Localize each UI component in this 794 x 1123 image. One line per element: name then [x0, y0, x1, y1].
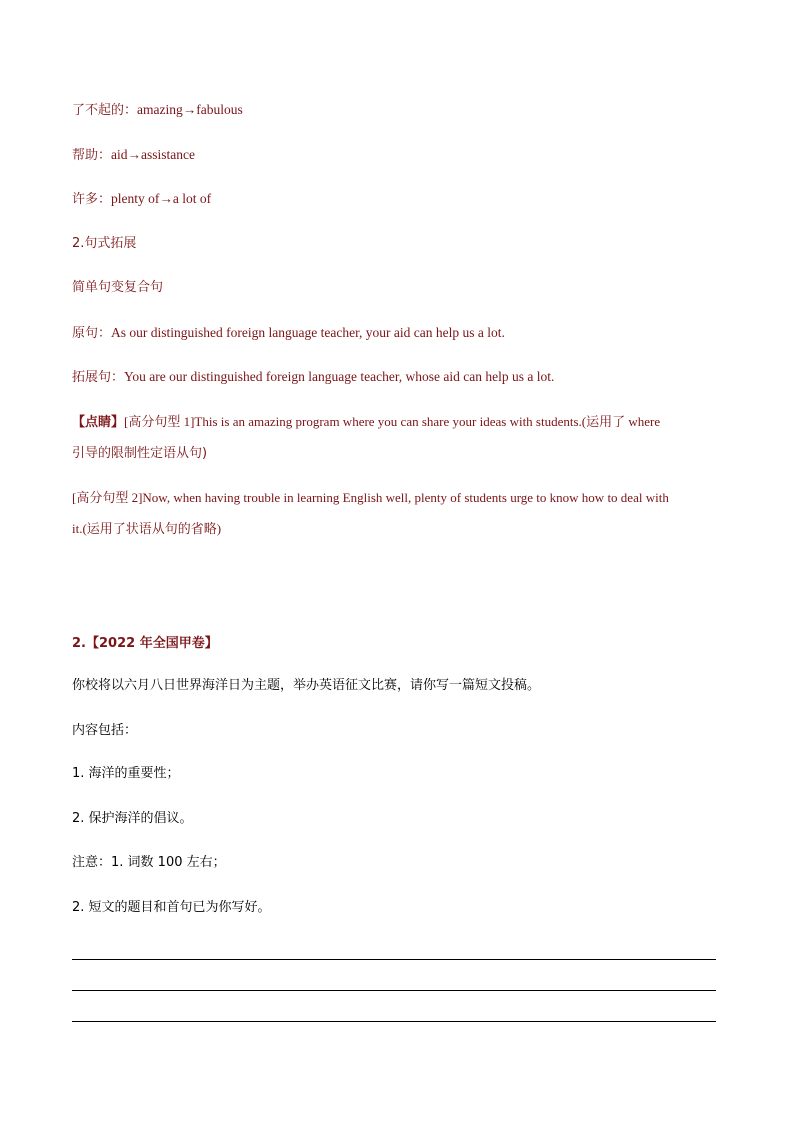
- vocab-text: plenty of→a lot of: [111, 191, 212, 206]
- section-heading: 2.句式拓展: [72, 236, 137, 251]
- expanded-label: 拓展句：: [72, 370, 125, 385]
- vocab-line-amazing: [72, 99, 722, 122]
- section-subheading: 简单句变复合句: [72, 280, 164, 295]
- vocab-text: amazing→fabulous: [137, 102, 243, 117]
- highlight-sentence-1: [高分句型 1]This is an amazing program where you can share your ideas with students.(运用了 where: [124, 414, 661, 429]
- expanded-text: You are our distinguished foreign language teacher, whose aid can help us a lot.: [124, 369, 555, 384]
- task-prompt: 你校将以六月八日世界海洋日为主题，举办英语征文比赛，请你写一篇短文投稿。: [72, 678, 541, 693]
- vocab-label: 了不起的：: [72, 103, 138, 118]
- vocab-text: aid→assistance: [111, 147, 195, 162]
- answer-line-2[interactable]: [72, 990, 716, 991]
- original-text: As our distinguished foreign language teacher, your aid can help us a lot.: [111, 325, 505, 340]
- content-label: 内容包括：: [72, 723, 138, 738]
- vocab-label: 帮助：: [72, 148, 112, 163]
- highlight-line-2: [高分句型 2]Now, when having trouble in learning English well, plenty of students urge to know how to deal with: [72, 490, 669, 505]
- answer-line-3[interactable]: [72, 1021, 716, 1022]
- highlight-tag: 【点睛】: [72, 415, 125, 430]
- vocab-line-plenty: [72, 188, 722, 211]
- content-item-1: 1. 海洋的重要性；: [72, 766, 180, 781]
- content-item-2: 2. 保护海洋的倡议。: [72, 811, 193, 826]
- highlight-line-1-cont: 引导的限制性定语从句): [72, 446, 208, 461]
- vocab-label: 许多：: [72, 192, 112, 207]
- highlight-line-2-cont: it.(运用了状语从句的省略): [72, 521, 222, 536]
- vocab-line-aid: [72, 144, 722, 167]
- highlight-line-1: [72, 411, 722, 434]
- note-line-2: 2. 短文的题目和首句已为你写好。: [72, 900, 271, 915]
- original-sentence: [72, 322, 722, 345]
- original-label: 原句：: [72, 326, 112, 341]
- expanded-sentence: [72, 366, 722, 389]
- note-line-1: 注意：1. 词数 100 左右；: [72, 855, 226, 870]
- task-title: 2.【2022 年全国甲卷】: [72, 636, 218, 651]
- answer-line-1[interactable]: [72, 959, 716, 960]
